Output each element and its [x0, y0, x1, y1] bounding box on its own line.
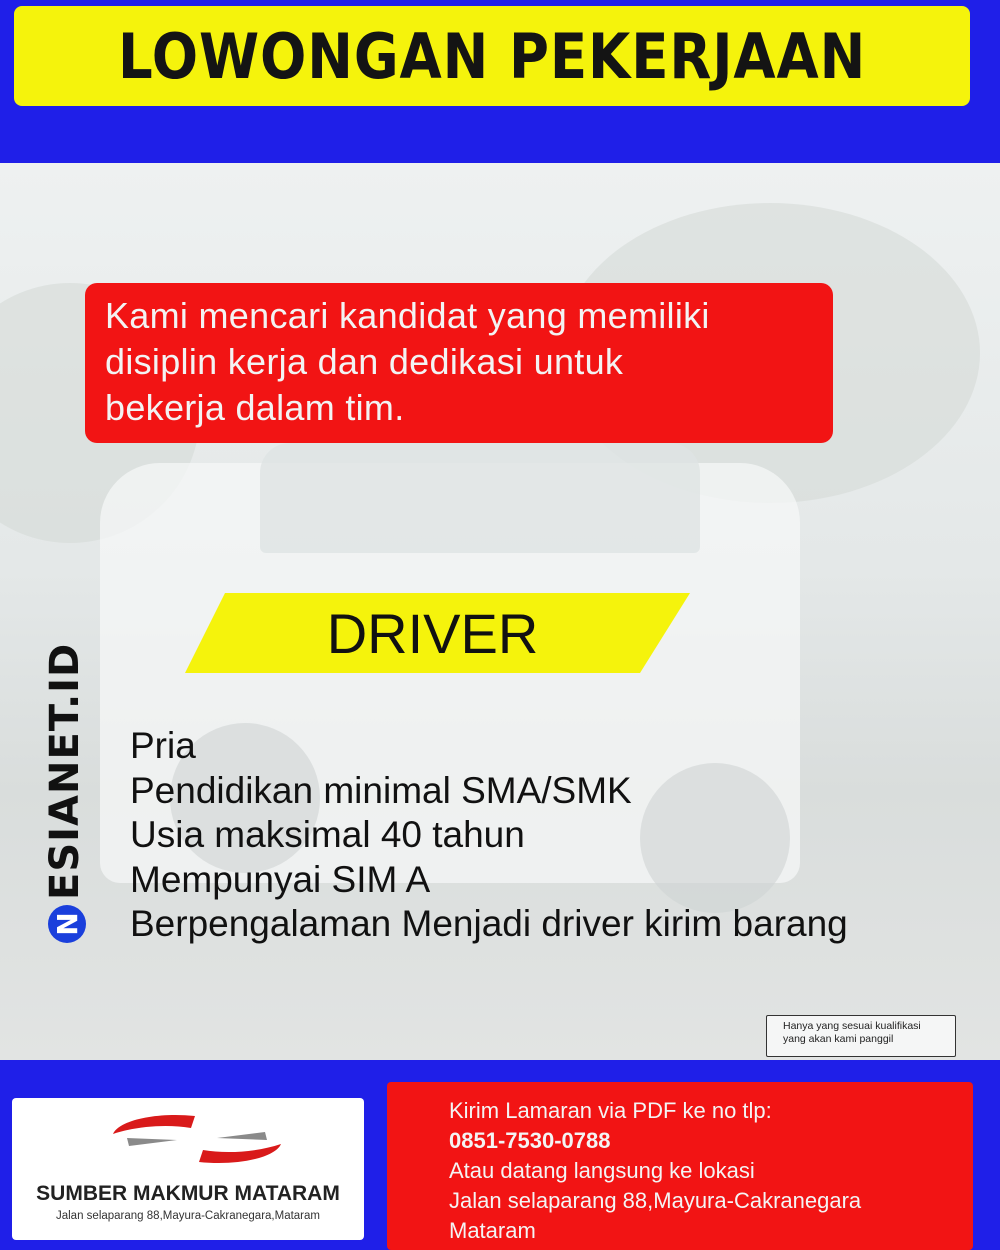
- contact-box: [387, 1082, 973, 1250]
- header-band: [0, 0, 1000, 163]
- van-window-blur: [260, 443, 700, 553]
- note-line-1: Hanya yang sesuai kualifikasi: [783, 1020, 921, 1032]
- intro-line-3: bekerja dalam tim.: [105, 387, 405, 428]
- company-logo-card: [12, 1098, 364, 1240]
- company-logo-icon: [107, 1110, 287, 1168]
- title-banner: [14, 6, 970, 106]
- contact-line-1: Kirim Lamaran via PDF ke no tlp:: [449, 1098, 772, 1123]
- watermark: [30, 642, 100, 945]
- position-title: DRIVER: [326, 601, 539, 665]
- watermark-logo-icon: N: [48, 905, 86, 943]
- requirement-item: Usia maksimal 40 tahun: [130, 814, 525, 855]
- qualification-note: [766, 1015, 956, 1057]
- intro-box: [85, 283, 833, 443]
- requirement-item: Mempunyai SIM A: [130, 858, 431, 900]
- contact-line-4: Jalan selaparang 88,Mayura-Cakranegara: [449, 1188, 862, 1213]
- contact-phone: 0851-7530-0788: [449, 1128, 611, 1153]
- intro-line-2: disiplin kerja dan dedikasi untuk: [105, 341, 624, 382]
- intro-line-1: Kami mencari kandidat yang memiliki: [105, 295, 710, 336]
- contact-line-5: Mataram: [449, 1218, 536, 1243]
- requirements-list: [130, 724, 930, 947]
- requirement-item: Berpengalaman Menjadi driver kirim barang: [130, 903, 848, 944]
- position-banner: [185, 593, 690, 673]
- requirement-item: Pria: [130, 725, 196, 766]
- company-name: SUMBER MAKMUR MATARAM: [36, 1182, 340, 1205]
- page-title: LOWONGAN PEKERJAAN: [117, 19, 867, 93]
- requirement-item: Pendidikan minimal SMA/SMK: [130, 769, 632, 811]
- note-line-2: yang akan kami panggil: [783, 1033, 894, 1045]
- watermark-text: ESIANET.ID: [42, 642, 88, 900]
- company-address: Jalan selaparang 88,Mayura-Cakranegara,Mataram: [55, 1210, 320, 1222]
- contact-line-3: Atau datang langsung ke lokasi: [449, 1158, 755, 1183]
